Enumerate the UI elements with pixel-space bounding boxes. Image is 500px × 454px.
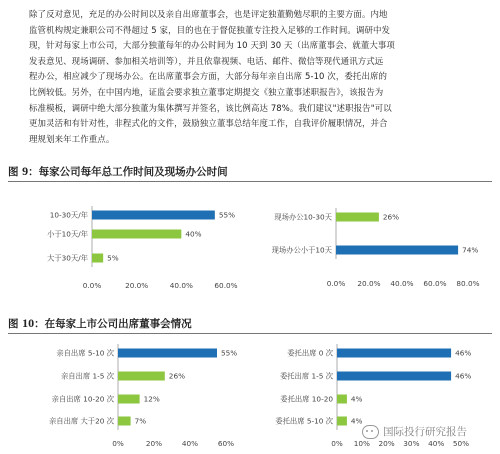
bar — [337, 395, 347, 404]
tick-label: 60.0% — [423, 279, 447, 288]
paragraph-line: 程办公，相应减少了现场办公。在出席董事会方面，大部分每年亲自出席 5-10 次，委托出席的 — [29, 71, 388, 82]
tick-label: 40% — [428, 439, 445, 448]
tick-label: 10% — [353, 439, 370, 448]
chart-fig10-left — [0, 340, 250, 454]
paragraph-line: 更加灵活和有针对性，非程式化的文件，鼓励独立董事总结年度工作，自我评价履职情况，并合 — [29, 118, 388, 129]
category-label: 委托出席 5-10 次 — [275, 416, 333, 426]
figure-10-rule — [8, 333, 492, 334]
bar — [337, 417, 347, 426]
figure-10-prefix: 图 — [8, 318, 19, 330]
value-label: 4% — [350, 416, 363, 426]
tick-label: 60% — [217, 439, 235, 448]
value-label: 55% — [218, 210, 236, 220]
tick-label: 60.0% — [214, 281, 238, 290]
value-label: 74% — [462, 245, 479, 255]
category-label: 现场办公小于10天 — [271, 245, 332, 255]
category-label: 大于30天/年 — [47, 253, 88, 263]
category-label: 委托出席 0 次 — [287, 348, 333, 358]
value-label: 7% — [134, 416, 147, 426]
watermark-text: 国际投行研究报告 — [383, 426, 467, 438]
tick-label: 20.0% — [357, 279, 381, 288]
value-label: 26% — [168, 371, 186, 381]
category-label: 小于10天/年 — [47, 229, 88, 239]
paragraph-line: 除了反对意见，充足的办公时间以及亲自出席董事会，也是评定独董勤勉尽职的主要方面。内地 — [29, 9, 388, 19]
bar — [118, 349, 217, 358]
category-label: 亲自出席 1-5 次 — [60, 371, 114, 381]
chart-fig9-right — [250, 175, 500, 295]
category-label: 委托出席 1-5 次 — [279, 371, 333, 381]
bar — [336, 213, 379, 222]
figure-9-number: 9 — [22, 164, 29, 178]
tick-label: 50% — [452, 439, 470, 448]
category-label: 现场办公10-30天 — [274, 212, 332, 222]
bar — [92, 230, 181, 239]
category-label: 委托出席 10-20 — [280, 394, 333, 404]
category-label: 亲自出席 5-10 次 — [56, 348, 114, 358]
value-label: 26% — [382, 212, 400, 222]
category-label: 10-30天/年 — [49, 210, 88, 220]
bar — [92, 254, 103, 263]
value-label: 5% — [107, 253, 119, 263]
bar — [336, 246, 458, 255]
tick-label: 30% — [403, 439, 420, 448]
tick-label: 40.0% — [390, 279, 414, 288]
chart-fig9-left — [0, 195, 250, 295]
wechat-icon — [362, 425, 379, 439]
bar — [337, 372, 451, 381]
paragraph-line: 标准模板，调研中绝大部分独董为集体撰写并签名，该比例高达 78%。我们建议"述职报告"可以 — [29, 102, 392, 113]
bar — [337, 349, 451, 358]
tick-label: 0.0% — [82, 281, 102, 290]
bar — [92, 211, 215, 220]
body-paragraph — [29, 7, 481, 147]
value-label: 46% — [455, 348, 472, 358]
value-label: 46% — [455, 371, 472, 381]
bar — [118, 395, 140, 404]
value-label: 40% — [185, 229, 202, 239]
figure-9-title — [8, 164, 228, 179]
category-label: 亲自出席 10-20 次 — [51, 394, 114, 404]
paragraph-line: 现，针对每家上市公司，大部分独董每年的办公时间为 10 天到 30 天（出席董事会、就董大事项 — [29, 40, 395, 51]
value-label: 4% — [350, 394, 363, 404]
tick-label: 0.0% — [326, 279, 346, 288]
figure-10-title — [8, 316, 192, 331]
tick-label: 40.0% — [169, 281, 193, 290]
paragraph-line: 理规划来年工作重点。 — [29, 133, 115, 144]
tick-label: 20.0% — [125, 281, 149, 290]
bar — [118, 372, 165, 381]
paragraph-line: 监管机构规定兼职公司不得超过 5 家，目的也在于督促独董专注投入足够的工作时间。调研中发 — [29, 24, 391, 35]
watermark — [362, 424, 467, 439]
paragraph-line: 比例较低。另外，在中国内地，证监会要求独立董事定期提交《独立董事述职报告》，该报告为 — [29, 86, 384, 97]
bar — [118, 417, 131, 426]
value-label: 55% — [221, 348, 238, 358]
figure-9-title-text: ：每家公司每年总工作时间及现场办公时间 — [28, 166, 228, 178]
tick-label: 0% — [112, 439, 124, 448]
paragraph-line: 发表意见、现场调研、参加相关培训等），并且依靠视频、电话、邮件、微信等现代通讯方式远 — [29, 55, 384, 66]
category-label: 亲自出席 大于20 次 — [48, 416, 114, 426]
value-label: 12% — [143, 394, 160, 404]
tick-label: 20% — [145, 439, 163, 448]
figure-10-title-text: ：在每家上市公司出席董事会情况 — [34, 318, 192, 330]
tick-label: 20% — [378, 439, 395, 448]
tick-label: 0% — [331, 439, 343, 448]
tick-label: 40% — [181, 439, 199, 448]
figure-9-prefix: 图 — [8, 166, 19, 178]
tick-label: 80.0% — [456, 279, 480, 288]
figure-10-number: 10 — [22, 316, 35, 330]
